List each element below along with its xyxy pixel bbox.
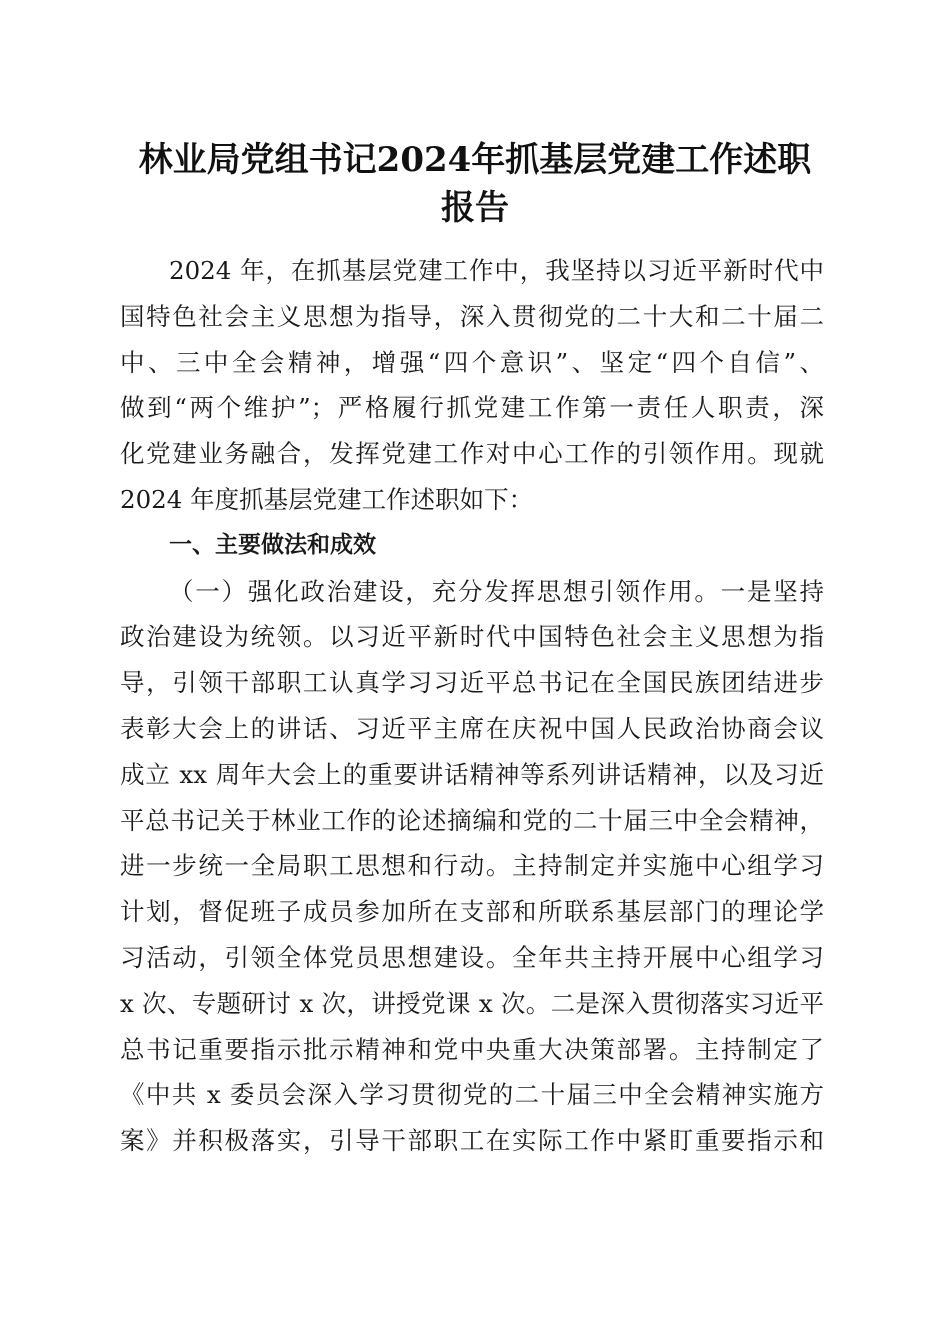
title-line-1: 林业局党组书记2024年抓基层党建工作述职: [138, 140, 812, 180]
paragraph-line: （一）强化政治建设，充分发挥思想引领作用。一是坚持: [169, 576, 824, 606]
paragraph-line: 表彰大会上的讲话、习近平主席在庆祝中国人民政治协商会议: [120, 713, 824, 743]
paragraph-line: 政治建设为统领。以习近平新时代中国特色社会主义思想为指: [120, 622, 824, 652]
paragraph-line: 中、三中全会精神，增强“四个意识”、坚定“四个自信”、: [120, 347, 824, 377]
document-title: [120, 136, 830, 232]
paragraph-line: 国特色社会主义思想为指导，深入贯彻党的二十大和二十届二: [120, 301, 824, 331]
paragraph-line: 《中共 x 委员会深入学习贯彻党的二十届三中全会精神实施方: [120, 1080, 824, 1110]
paragraph-line: 案》并积极落实，引导干部职工在实际工作中紧盯重要指示和: [120, 1126, 824, 1156]
paragraph-line: 化党建业务融合，发挥党建工作对中心工作的引领作用。现就: [120, 439, 824, 469]
intro-paragraph: [120, 248, 824, 523]
title-line-2: 报告: [441, 188, 509, 228]
paragraph-line: 计划，督促班子成员参加所在支部和所联系基层部门的理论学: [120, 897, 824, 927]
paragraph-line: 平总书记关于林业工作的论述摘编和党的二十届三中全会精神，: [120, 805, 824, 835]
paragraph-line: 习活动，引领全体党员思想建设。全年共主持开展中心组学习: [120, 942, 824, 972]
document-body: [120, 248, 824, 1164]
paragraph-line: 做到“两个维护”；严格履行抓党建工作第一责任人职责，深: [120, 393, 824, 423]
section-heading: 一、主要做法和成效: [169, 531, 376, 558]
paragraph-line: 总书记重要指示批示精神和党中央重大决策部署。主持制定了: [120, 1034, 824, 1064]
section-paragraph: [120, 569, 824, 1164]
paragraph-line: 进一步统一全局职工思想和行动。主持制定并实施中心组学习: [120, 851, 824, 881]
paragraph-line: 导，引领干部职工认真学习习近平总书记在全国民族团结进步: [120, 668, 824, 698]
paragraph-line: 成立 xx 周年大会上的重要讲话精神等系列讲话精神，以及习近: [120, 759, 824, 789]
paragraph-line: 2024 年，在抓基层党建工作中，我坚持以习近平新时代中: [169, 256, 824, 285]
paragraph-line: x 次、专题研讨 x 次，讲授党课 x 次。二是深入贯彻落实习近平: [120, 988, 824, 1018]
paragraph-line: 2024 年度抓基层党建工作述职如下：: [120, 484, 534, 514]
